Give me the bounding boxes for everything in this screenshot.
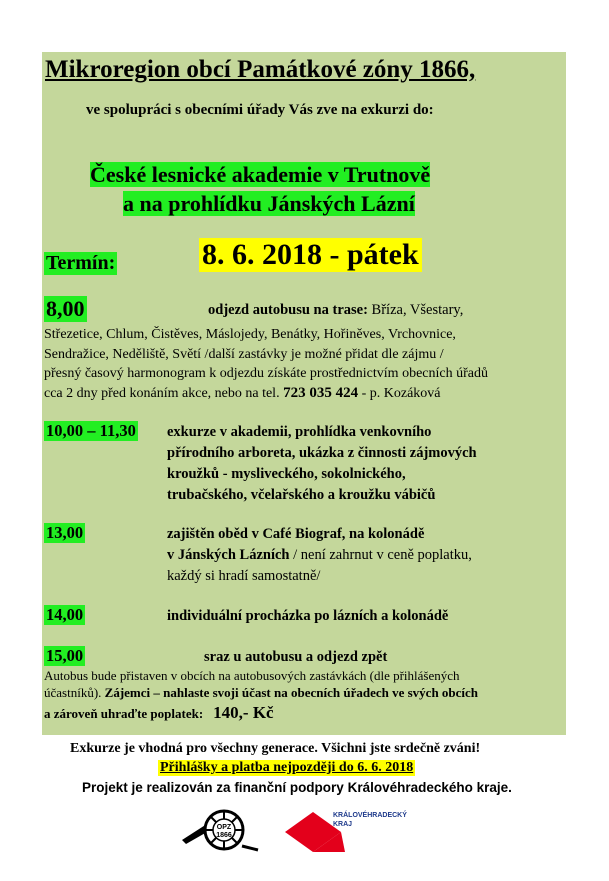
excursion-line-3: kroužků - mysliveckého, sokolnického, <box>167 466 406 482</box>
footer-invitation: Exkurze je vhodná pro všechny generace. Všichni jste srdečně zváni! <box>70 741 481 756</box>
opz-1866-cannon-logo <box>180 800 260 852</box>
destination-highlight-2: a na prohlídku Jánských Lázní <box>123 191 415 216</box>
departure-lead: odjezd autobusu na trase: <box>208 302 368 318</box>
departure-line-1 <box>208 302 463 319</box>
lunch-line-1: zajištěn oběd v Café Biograf, na kolonádě <box>167 526 425 542</box>
term-label: Termín: <box>46 252 116 274</box>
lunch-place: v Jánských Lázních <box>167 547 290 563</box>
departure-line-4: přesný časový harmonogram k odjezdu získáte prostřednictvím obecních úřadů <box>44 366 488 381</box>
contact-phone: 723 035 424 <box>283 385 359 401</box>
return-note-3 <box>44 703 274 723</box>
lunch-line-2-rest: / není zahrnut v ceně poplatku, <box>289 547 472 563</box>
excursion-line-2: přírodního arboreta, ukázka z činnosti zájmových <box>167 445 477 461</box>
excursion-line-1: exkurze v akademii, prohlídka venkovního <box>167 424 432 440</box>
departure-line-3: Sendražice, Neděliště, Světí /další zastávky je možné přidat dle zájmu / <box>44 347 444 362</box>
time-walk: 14,00 <box>46 605 84 624</box>
term-date: 8. 6. 2018 - pátek <box>199 238 422 272</box>
departure-line-5-start: cca 2 dny před konáním akce, nebo na tel. <box>44 386 280 401</box>
fee-label: a zároveň uhraďte poplatek: <box>44 706 204 721</box>
time-excursion: 10,00 – 11,30 <box>46 421 136 440</box>
return-note-2 <box>44 685 478 701</box>
kralovehradecky-kraj-logo <box>283 806 413 854</box>
subtitle: ve spolupráci s obecními úřady Vás zve na exkurzi do: <box>86 102 434 118</box>
departure-line-1-rest: Bříza, Všestary, <box>371 302 464 318</box>
return-note-2-bold: Zájemci – nahlaste svoji účast na obecních úřadech ve svých obcích <box>101 685 479 700</box>
destination-highlight-1: České lesnické akademie v Trutnově <box>90 162 431 187</box>
cannon-trail <box>242 846 258 850</box>
departure-line-2: Střezetice, Chlum, Čistěves, Máslojedy, Benátky, Hořiněves, Vrchovnice, <box>44 327 456 342</box>
return-note-1: Autobus bude přistaven v obcích na autobusových zastávkách (dle přihlášených <box>44 668 460 683</box>
destination-line-1 <box>90 162 430 188</box>
page-title: Mikroregion obcí Památkové zóny 1866, <box>45 56 476 83</box>
departure-line-5 <box>44 385 441 402</box>
kraj-logo-name: KRÁLOVÉHRADECKÝ <box>333 812 407 819</box>
walk-line-1: individuální procházka po lázních a kolonádě <box>167 608 449 624</box>
departure-line-5-end: - p. Kozáková <box>361 386 441 401</box>
opz-logo-text-top: OPZ <box>216 824 232 831</box>
time-lunch: 13,00 <box>46 523 84 542</box>
time-return: 15,00 <box>46 646 84 665</box>
return-line-1: sraz u autobusu a odjezd zpět <box>204 649 388 665</box>
return-note-2-start: účastníků). <box>44 685 102 700</box>
time-departure: 8,00 <box>46 296 85 321</box>
funding-note: Projekt je realizován za finanční podpory Královéhradeckého kraje. <box>82 780 512 795</box>
registration-deadline: Přihlášky a platba nejpozději do 6. 6. 2018 <box>160 760 414 775</box>
fee-price: 140,- Kč <box>213 703 274 722</box>
lunch-line-3: každý si hradí samostatně/ <box>167 568 321 584</box>
kraj-logo-kraj: KRAJ <box>333 821 353 828</box>
destination-line-2 <box>123 191 415 217</box>
opz-logo-text-bottom: 1866 <box>216 832 232 839</box>
excursion-line-4: trubačského, včelařského a kroužku vábičů <box>167 487 436 503</box>
lunch-line-2 <box>167 547 472 564</box>
